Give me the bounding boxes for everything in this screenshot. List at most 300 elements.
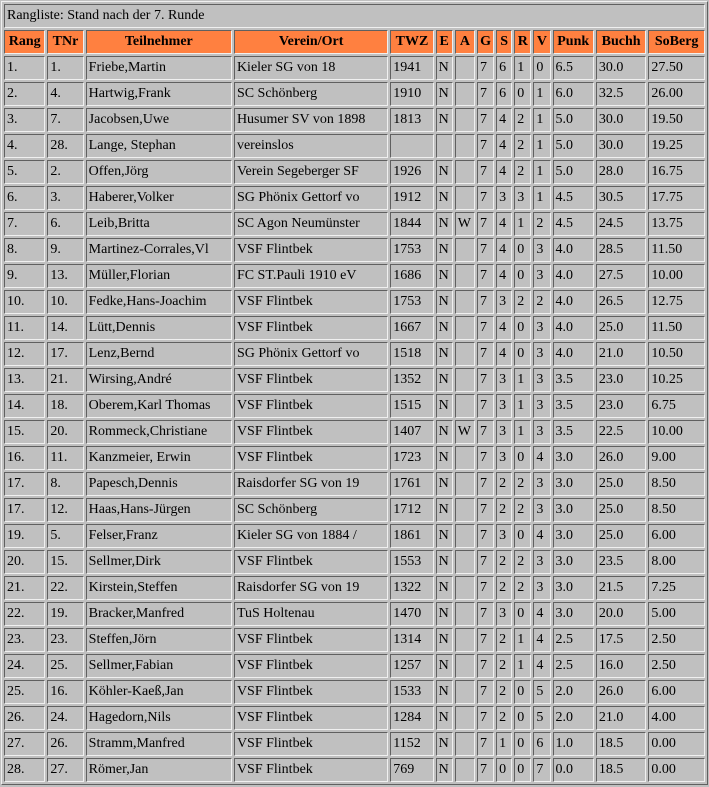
table-row [4,394,705,418]
wins-cell: 4 [496,108,512,132]
e-cell: N [436,472,453,496]
wins-cell: 4 [496,212,512,236]
losses-cell: 3 [533,316,550,340]
draws-cell: 1 [514,628,531,652]
table-row [4,212,705,236]
games-cell: 7 [477,524,494,548]
club-cell: Raisdorfer SG von 19 [234,472,388,496]
losses-cell: 3 [533,472,550,496]
rank-cell: 9. [4,264,45,288]
sonneborn-berger-cell: 2.50 [648,654,705,678]
rating-cell: 1515 [390,394,433,418]
rank-cell: 8. [4,238,45,262]
games-cell: 7 [477,602,494,626]
draws-cell: 1 [514,212,531,236]
club-cell: SC Schönberg [234,82,388,106]
buchholz-cell: 25.0 [596,316,646,340]
sonneborn-berger-cell: 11.50 [648,316,705,340]
player-name-cell: Bracker,Manfred [86,602,232,626]
points-cell: 2.0 [553,680,594,704]
sonneborn-berger-cell: 16.75 [648,160,705,184]
wins-cell: 0 [496,758,512,782]
draws-cell: 0 [514,732,531,756]
e-cell: N [436,602,453,626]
rating-cell: 1284 [390,706,433,730]
buchholz-cell: 21.0 [596,342,646,366]
buchholz-cell: 28.0 [596,160,646,184]
player-number-cell: 28. [47,134,83,158]
table-row [4,108,705,132]
wins-cell: 2 [496,680,512,704]
buchholz-cell: 21.0 [596,706,646,730]
a-cell [455,134,475,158]
club-cell: VSF Flintbek [234,550,388,574]
rating-cell: 1553 [390,550,433,574]
a-cell [455,160,475,184]
losses-cell: 1 [533,134,550,158]
player-name-cell: Hagedorn,Nils [86,706,232,730]
rank-cell: 17. [4,472,45,496]
draws-cell: 2 [514,290,531,314]
draws-cell: 1 [514,654,531,678]
header-row [4,30,705,54]
rank-cell: 6. [4,186,45,210]
rank-cell: 16. [4,446,45,470]
player-number-cell: 4. [47,82,83,106]
sonneborn-berger-cell: 26.00 [648,82,705,106]
losses-cell: 1 [533,160,550,184]
player-name-cell: Köhler-Kaeß,Jan [86,680,232,704]
games-cell: 7 [477,680,494,704]
table-row [4,706,705,730]
player-number-cell: 7. [47,108,83,132]
table-row [4,290,705,314]
player-number-cell: 15. [47,550,83,574]
rank-cell: 13. [4,368,45,392]
a-cell: W [455,212,475,236]
buchholz-cell: 17.5 [596,628,646,652]
player-number-cell: 17. [47,342,83,366]
games-cell: 7 [477,134,494,158]
buchholz-cell: 25.0 [596,498,646,522]
caption-row [4,4,705,28]
a-cell [455,342,475,366]
header-tnr: TNr [47,30,83,54]
rank-cell: 23. [4,628,45,652]
a-cell [455,446,475,470]
sonneborn-berger-cell: 0.00 [648,758,705,782]
buchholz-cell: 30.5 [596,186,646,210]
player-number-cell: 26. [47,732,83,756]
rank-cell: 22. [4,602,45,626]
games-cell: 7 [477,212,494,236]
buchholz-cell: 23.0 [596,394,646,418]
club-cell: Husumer SV von 1898 [234,108,388,132]
a-cell [455,264,475,288]
a-cell [455,498,475,522]
draws-cell: 1 [514,56,531,80]
player-name-cell: Steffen,Jörn [86,628,232,652]
player-name-cell: Wirsing,André [86,368,232,392]
points-cell: 6.5 [553,56,594,80]
wins-cell: 3 [496,602,512,626]
rating-cell: 1518 [390,342,433,366]
draws-cell: 2 [514,498,531,522]
losses-cell: 4 [533,602,550,626]
draws-cell: 2 [514,108,531,132]
sonneborn-berger-cell: 12.75 [648,290,705,314]
wins-cell: 3 [496,290,512,314]
player-name-cell: Kanzmeier, Erwin [86,446,232,470]
buchholz-cell: 27.5 [596,264,646,288]
sonneborn-berger-cell: 27.50 [648,56,705,80]
buchholz-cell: 23.0 [596,368,646,392]
sonneborn-berger-cell: 10.00 [648,420,705,444]
sonneborn-berger-cell: 10.25 [648,368,705,392]
draws-cell: 0 [514,706,531,730]
a-cell [455,732,475,756]
points-cell: 3.0 [553,550,594,574]
rank-cell: 4. [4,134,45,158]
rating-cell: 1941 [390,56,433,80]
rating-cell: 1686 [390,264,433,288]
draws-cell: 0 [514,82,531,106]
sonneborn-berger-cell: 19.25 [648,134,705,158]
rating-cell: 1861 [390,524,433,548]
points-cell: 4.5 [553,212,594,236]
losses-cell: 3 [533,550,550,574]
losses-cell: 1 [533,186,550,210]
player-number-cell: 18. [47,394,83,418]
buchholz-cell: 30.0 [596,108,646,132]
rating-cell: 1761 [390,472,433,496]
player-number-cell: 13. [47,264,83,288]
wins-cell: 2 [496,550,512,574]
club-cell: VSF Flintbek [234,628,388,652]
games-cell: 7 [477,316,494,340]
standings-caption: Rangliste: Stand nach der 7. Runde [4,4,705,28]
buchholz-cell: 18.5 [596,732,646,756]
club-cell: VSF Flintbek [234,654,388,678]
player-name-cell: Lange, Stephan [86,134,232,158]
a-cell [455,56,475,80]
a-cell [455,524,475,548]
header-v: V [533,30,550,54]
header-rang: Rang [4,30,45,54]
e-cell: N [436,160,453,184]
wins-cell: 6 [496,82,512,106]
draws-cell: 2 [514,160,531,184]
draws-cell: 0 [514,316,531,340]
club-cell: VSF Flintbek [234,368,388,392]
wins-cell: 2 [496,472,512,496]
e-cell: N [436,524,453,548]
e-cell [436,134,453,158]
rank-cell: 28. [4,758,45,782]
table-row [4,316,705,340]
games-cell: 7 [477,654,494,678]
rating-cell: 1470 [390,602,433,626]
points-cell: 2.5 [553,628,594,652]
a-cell [455,550,475,574]
rank-cell: 2. [4,82,45,106]
sonneborn-berger-cell: 8.50 [648,498,705,522]
draws-cell: 3 [514,186,531,210]
losses-cell: 1 [533,108,550,132]
buchholz-cell: 18.5 [596,758,646,782]
rating-cell: 1712 [390,498,433,522]
e-cell: N [436,316,453,340]
points-cell: 2.0 [553,706,594,730]
header-punkte: Punk [553,30,594,54]
e-cell: N [436,212,453,236]
wins-cell: 2 [496,576,512,600]
club-cell: FC ST.Pauli 1910 eV [234,264,388,288]
club-cell: VSF Flintbek [234,394,388,418]
buchholz-cell: 24.5 [596,212,646,236]
player-number-cell: 10. [47,290,83,314]
rank-cell: 10. [4,290,45,314]
e-cell: N [436,680,453,704]
player-number-cell: 3. [47,186,83,210]
draws-cell: 0 [514,264,531,288]
sonneborn-berger-cell: 6.00 [648,524,705,548]
draws-cell: 1 [514,394,531,418]
club-cell: VSF Flintbek [234,420,388,444]
player-name-cell: Römer,Jan [86,758,232,782]
rank-cell: 20. [4,550,45,574]
buchholz-cell: 23.5 [596,550,646,574]
player-name-cell: Martinez-Corrales,Vl [86,238,232,262]
rating-cell: 1667 [390,316,433,340]
wins-cell: 4 [496,160,512,184]
points-cell: 3.0 [553,576,594,600]
points-cell: 3.0 [553,446,594,470]
wins-cell: 2 [496,498,512,522]
e-cell: N [436,238,453,262]
table-row [4,82,705,106]
games-cell: 7 [477,628,494,652]
draws-cell: 0 [514,758,531,782]
table-row [4,680,705,704]
header-g: G [477,30,494,54]
rating-cell: 1753 [390,238,433,262]
table-row [4,342,705,366]
club-cell: vereinslos [234,134,388,158]
losses-cell: 5 [533,680,550,704]
games-cell: 7 [477,264,494,288]
header-e: E [436,30,453,54]
table-row [4,420,705,444]
rating-cell: 1322 [390,576,433,600]
a-cell [455,82,475,106]
player-name-cell: Lenz,Bernd [86,342,232,366]
rank-cell: 19. [4,524,45,548]
points-cell: 3.5 [553,420,594,444]
games-cell: 7 [477,108,494,132]
losses-cell: 4 [533,524,550,548]
wins-cell: 4 [496,264,512,288]
rating-cell: 1533 [390,680,433,704]
draws-cell: 0 [514,602,531,626]
games-cell: 7 [477,394,494,418]
games-cell: 7 [477,160,494,184]
buchholz-cell: 16.0 [596,654,646,678]
sonneborn-berger-cell: 10.50 [648,342,705,366]
points-cell: 4.0 [553,342,594,366]
table-row [4,550,705,574]
wins-cell: 4 [496,316,512,340]
sonneborn-berger-cell: 11.50 [648,238,705,262]
draws-cell: 0 [514,524,531,548]
games-cell: 7 [477,368,494,392]
rating-cell: 1723 [390,446,433,470]
buchholz-cell: 26.0 [596,446,646,470]
e-cell: N [436,394,453,418]
games-cell: 7 [477,82,494,106]
player-name-cell: Hartwig,Frank [86,82,232,106]
wins-cell: 3 [496,420,512,444]
losses-cell: 3 [533,264,550,288]
sonneborn-berger-cell: 19.50 [648,108,705,132]
a-cell [455,290,475,314]
draws-cell: 1 [514,420,531,444]
club-cell: VSF Flintbek [234,316,388,340]
club-cell: SC Schönberg [234,498,388,522]
losses-cell: 4 [533,654,550,678]
sonneborn-berger-cell: 5.00 [648,602,705,626]
rating-cell: 1844 [390,212,433,236]
table-row [4,524,705,548]
points-cell: 4.0 [553,238,594,262]
games-cell: 7 [477,446,494,470]
player-name-cell: Lütt,Dennis [86,316,232,340]
club-cell: Kieler SG von 18 [234,56,388,80]
rating-cell: 1813 [390,108,433,132]
e-cell: N [436,498,453,522]
sonneborn-berger-cell: 6.00 [648,680,705,704]
points-cell: 6.0 [553,82,594,106]
points-cell: 3.0 [553,498,594,522]
losses-cell: 4 [533,628,550,652]
e-cell: N [436,628,453,652]
e-cell: N [436,732,453,756]
rank-cell: 11. [4,316,45,340]
wins-cell: 3 [496,186,512,210]
e-cell: N [436,654,453,678]
buchholz-cell: 22.5 [596,420,646,444]
losses-cell: 3 [533,576,550,600]
draws-cell: 2 [514,134,531,158]
wins-cell: 3 [496,524,512,548]
table-row [4,264,705,288]
table-row [4,446,705,470]
player-number-cell: 14. [47,316,83,340]
sonneborn-berger-cell: 9.00 [648,446,705,470]
points-cell: 5.0 [553,160,594,184]
player-number-cell: 16. [47,680,83,704]
sonneborn-berger-cell: 8.50 [648,472,705,496]
e-cell: N [436,290,453,314]
club-cell: VSF Flintbek [234,732,388,756]
player-number-cell: 25. [47,654,83,678]
losses-cell: 6 [533,732,550,756]
sonneborn-berger-cell: 7.25 [648,576,705,600]
losses-cell: 5 [533,706,550,730]
player-name-cell: Leib,Britta [86,212,232,236]
draws-cell: 0 [514,342,531,366]
rank-cell: 26. [4,706,45,730]
sonneborn-berger-cell: 0.00 [648,732,705,756]
a-cell [455,316,475,340]
table-row [4,602,705,626]
a-cell [455,108,475,132]
header-a: A [455,30,475,54]
e-cell: N [436,186,453,210]
games-cell: 7 [477,56,494,80]
player-number-cell: 11. [47,446,83,470]
rating-cell [390,134,433,158]
player-number-cell: 22. [47,576,83,600]
buchholz-cell: 25.0 [596,472,646,496]
rating-cell: 1912 [390,186,433,210]
buchholz-cell: 25.0 [596,524,646,548]
table-row [4,628,705,652]
games-cell: 7 [477,290,494,314]
club-cell: VSF Flintbek [234,758,388,782]
points-cell: 0.0 [553,758,594,782]
points-cell: 3.5 [553,394,594,418]
player-number-cell: 21. [47,368,83,392]
losses-cell: 7 [533,758,550,782]
losses-cell: 2 [533,290,550,314]
table-row [4,498,705,522]
player-number-cell: 24. [47,706,83,730]
table-row [4,758,705,782]
rank-cell: 25. [4,680,45,704]
points-cell: 3.5 [553,368,594,392]
player-name-cell: Stramm,Manfred [86,732,232,756]
club-cell: Verein Segeberger SF [234,160,388,184]
player-name-cell: Friebe,Martin [86,56,232,80]
wins-cell: 2 [496,706,512,730]
rank-cell: 14. [4,394,45,418]
games-cell: 7 [477,550,494,574]
losses-cell: 3 [533,498,550,522]
header-sonneborn-berger: SoBerg [648,30,705,54]
points-cell: 3.0 [553,602,594,626]
club-cell: Kieler SG von 1884 / [234,524,388,548]
header-s: S [496,30,512,54]
buchholz-cell: 28.5 [596,238,646,262]
e-cell: N [436,108,453,132]
wins-cell: 1 [496,732,512,756]
points-cell: 5.0 [553,134,594,158]
buchholz-cell: 30.0 [596,134,646,158]
header-buchholz: Buchh [596,30,646,54]
header-verein: Verein/Ort [234,30,388,54]
sonneborn-berger-cell: 10.00 [648,264,705,288]
club-cell: TuS Holtenau [234,602,388,626]
player-number-cell: 20. [47,420,83,444]
club-cell: VSF Flintbek [234,238,388,262]
draws-cell: 2 [514,550,531,574]
club-cell: VSF Flintbek [234,446,388,470]
wins-cell: 3 [496,446,512,470]
sonneborn-berger-cell: 17.75 [648,186,705,210]
e-cell: N [436,368,453,392]
draws-cell: 0 [514,446,531,470]
